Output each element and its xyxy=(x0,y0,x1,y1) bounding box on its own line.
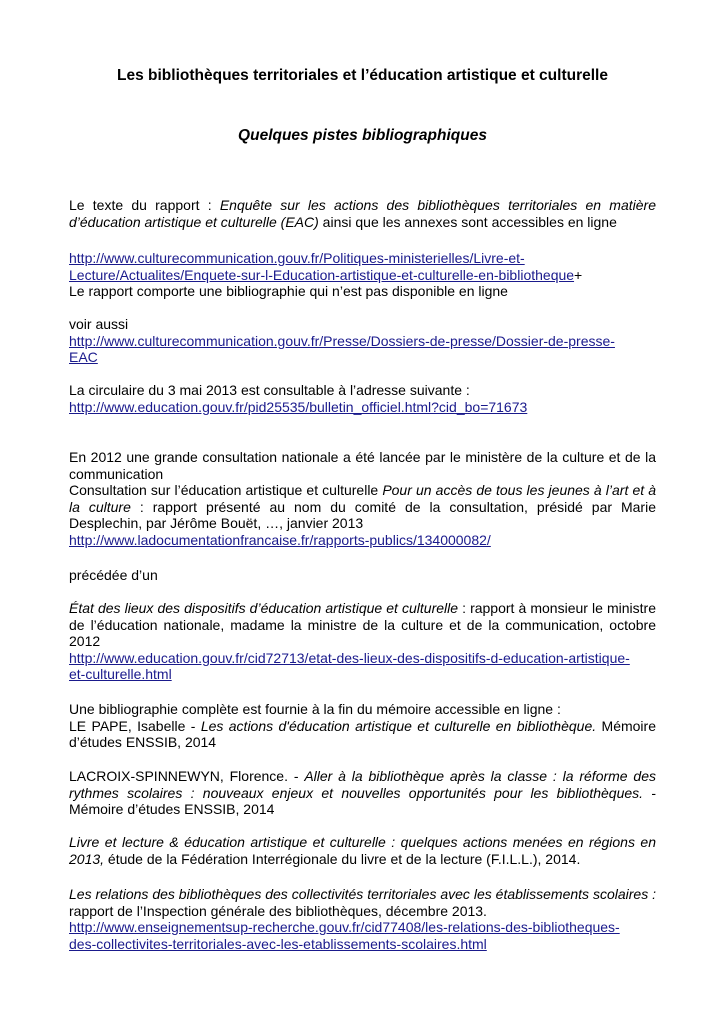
consultation-label: Consultation sur l’éducation artistique et culturelle xyxy=(69,482,383,498)
livre-lecture-paragraph xyxy=(69,834,656,867)
relations-link-line-1[interactable]: http://www.enseignementsup-recherche.gouv.fr/cid77408/les-relations-des-bibliotheques- xyxy=(69,919,620,935)
precedee-paragraph xyxy=(69,567,656,584)
etat-title: État des lieux des dispositifs d’éducation artistique et culturelle xyxy=(69,600,459,616)
etat-link-line-1[interactable]: http://www.education.gouv.fr/cid72713/etat-des-lieux-des-dispositifs-d-education-artistique- xyxy=(69,649,630,666)
consultation-link[interactable]: http://www.ladocumentationfrancaise.fr/rapports-publics/134000082/ xyxy=(69,531,491,548)
circulaire-text: La circulaire du 3 mai 2013 est consultable à l’adresse suivante : xyxy=(69,382,470,398)
circulaire-link[interactable]: http://www.education.gouv.fr/pid25535/bulletin_officiel.html?cid_bo=71673 xyxy=(69,398,528,415)
rapport-link-paragraph xyxy=(69,250,656,300)
page-title: Les bibliothèques territoriales et l’éducation artistique et culturelle xyxy=(117,67,608,84)
dossier-presse-link-line-2[interactable]: EAC xyxy=(69,349,98,365)
lepape-detail: Mémoire d’études ENSSIB, 2014 xyxy=(69,717,656,750)
precedee-text: précédée d’un xyxy=(69,567,158,583)
etat-detail: : rapport à monsieur le ministre de l’éducation nationale, madame la ministre de la culture et de la communication, octobre 2012 xyxy=(69,600,656,649)
relations-paragraph xyxy=(69,886,656,952)
lacroix-author: LACROIX-SPINNEWYN, Florence. - xyxy=(69,768,305,784)
etat-des-lieux-paragraph xyxy=(69,600,656,683)
consultation-detail: : rapport présenté au nom du comité de la consultation, présidé par Marie Desplechin, par Jérôme Bouët, …, janvier 2013 xyxy=(69,498,656,531)
circulaire-paragraph xyxy=(69,382,656,415)
dossier-presse-link-line-1[interactable]: http://www.culturecommunication.gouv.fr/Presse/Dossiers-de-presse/Dossier-de-presse- xyxy=(69,332,615,349)
relations-title: Les relations des bibliothèques des collectivités territoriales avec les établissements scolaires : xyxy=(69,886,656,902)
voir-aussi-label: voir aussi xyxy=(69,316,129,332)
lacroix-detail: - Mémoire d’études ENSSIB, 2014 xyxy=(69,784,657,817)
consultation-title: Pour un accès de tous les jeunes à l’art et à la culture xyxy=(69,482,656,515)
rapport-link-plus: + xyxy=(574,266,583,283)
consultation-intro: En 2012 une grande consultation nationale a été lancée par le ministère de la culture et de la communication xyxy=(69,449,656,482)
relations-detail: rapport de l’Inspection générale des bibliothèques, décembre 2013. xyxy=(69,902,487,919)
rapport-link-line-2[interactable]: Lecture/Actualites/Enquete-sur-l-Education-artistique-et-culturelle-en-bibliotheque xyxy=(69,266,575,283)
lacroix-title: Aller à la bibliothèque après la classe : la réforme des rythmes scolaires : nouveaux enjeux et nouvelles opportunités pour les bibliothèques. xyxy=(69,768,656,801)
rapport-link-line-1[interactable]: http://www.culturecommunication.gouv.fr/Politiques-ministerielles/Livre-et- xyxy=(69,250,525,266)
rapport-paragraph xyxy=(69,197,656,230)
etat-link-line-2[interactable]: et-culturelle.html xyxy=(69,666,172,682)
rapport-suite: ainsi que les annexes sont accessibles en ligne xyxy=(318,213,617,230)
biblio-note: Le rapport comporte une bibliographie qui n’est pas disponible en ligne xyxy=(69,283,508,299)
page-subtitle: Quelques pistes bibliographiques xyxy=(238,127,487,144)
lepape-title: Les actions d'éducation artistique et culturelle en bibliothèque. xyxy=(200,717,597,734)
consultation-paragraph xyxy=(69,449,656,548)
lepape-intro: Une bibliographie complète est fournie à la fin du mémoire accessible en ligne : xyxy=(69,701,561,717)
lacroix-paragraph xyxy=(69,768,656,818)
rapport-title: Enquête sur les actions des bibliothèques territoriales en matière d’éducation artistique et culturelle (EAC) xyxy=(69,197,656,230)
livre-detail: étude de la Fédération Interrégionale du livre et de la lecture (F.I.L.L.), 2014. xyxy=(104,850,581,867)
livre-title: Livre et lecture & éducation artistique et culturelle : quelques actions menées en régions en 2013, xyxy=(69,834,656,867)
rapport-intro: Le texte du rapport : xyxy=(69,197,220,213)
lepape-paragraph xyxy=(69,701,656,751)
voir-aussi-paragraph xyxy=(69,316,656,366)
lepape-author: LE PAPE, Isabelle - xyxy=(69,717,201,734)
relations-link-line-2[interactable]: des-collectivites-territoriales-avec-les-etablissements-scolaires.html xyxy=(69,935,487,952)
